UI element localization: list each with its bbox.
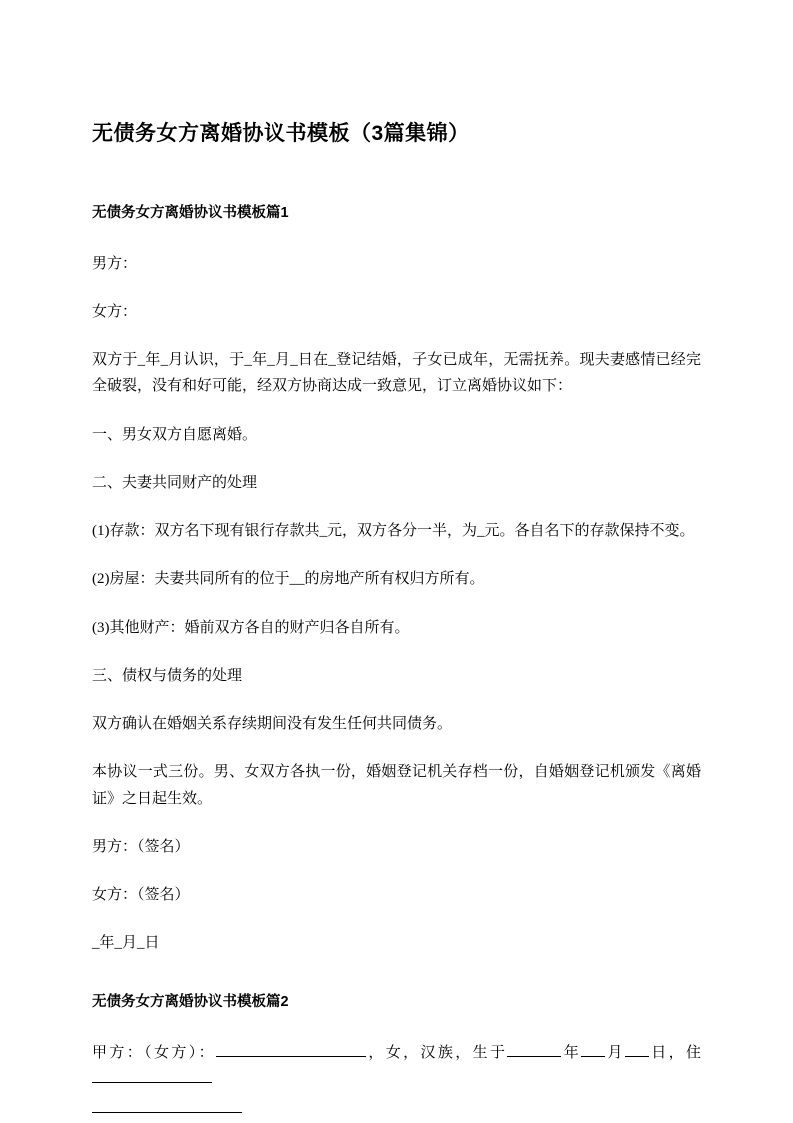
paragraph: (1)存款：双方名下现有银行存款共_元，双方各分一半，为_元。各自名下的存款保持不变。 <box>92 523 695 540</box>
section-heading-1: 无债务女方离婚协议书模板篇1 <box>92 204 289 221</box>
paragraph: (3)其他财产：婚前双方各自的财产归各自所有。 <box>92 619 410 636</box>
fill-blank <box>92 1112 242 1113</box>
party-line-continuation <box>92 1096 701 1122</box>
fill-blank <box>625 1056 649 1057</box>
fill-blank <box>507 1056 561 1057</box>
paragraph: 男方： <box>92 255 138 272</box>
page-title: 无债务女方离婚协议书模板（3篇集锦） <box>92 122 470 145</box>
party-line-mid2: 年 <box>561 1044 582 1061</box>
party-line <box>92 1040 701 1093</box>
fill-blank <box>92 1082 212 1083</box>
paragraph: 二、夫妻共同财产的处理 <box>92 474 258 491</box>
paragraph: 本协议一式三份。男、女双方各执一份，婚姻登记机关存档一份，自婚姻登记机颁发《离婚证》之日起生效。 <box>92 764 701 807</box>
paragraph: 男方：（签名） <box>92 838 190 855</box>
paragraph: 女方：（签名） <box>92 887 190 904</box>
paragraph: 三、债权与债务的处理 <box>92 667 243 684</box>
party-line-mid1: ，女，汉族，生于 <box>365 1044 508 1061</box>
paragraph: _年_月_日 <box>92 935 160 952</box>
fill-blank <box>216 1056 366 1057</box>
paragraph: 女方： <box>92 303 138 320</box>
fill-blank <box>581 1056 605 1057</box>
section-heading-2: 无债务女方离婚协议书模板篇2 <box>92 993 289 1010</box>
paragraph: (2)房屋：夫妻共同所有的位于__的房地产所有权归方所有。 <box>92 571 485 588</box>
paragraph: 双方确认在婚姻关系存续期间没有发生任何共同债务。 <box>92 716 453 733</box>
paragraph: 一、男女双方自愿离婚。 <box>92 426 258 443</box>
party-line-mid4: 日，住 <box>648 1044 701 1061</box>
party-line-mid3: 月 <box>605 1044 625 1061</box>
paragraph: 双方于_年_月认识，于_年_月_日在_登记结婚，子女已成年，无需抚养。现夫妻感情已经完全破裂，没有和好可能，经双方协商达成一致意见，订立离婚协议如下： <box>92 352 701 395</box>
party-line-prefix: 甲方：（女方）： <box>92 1044 216 1061</box>
